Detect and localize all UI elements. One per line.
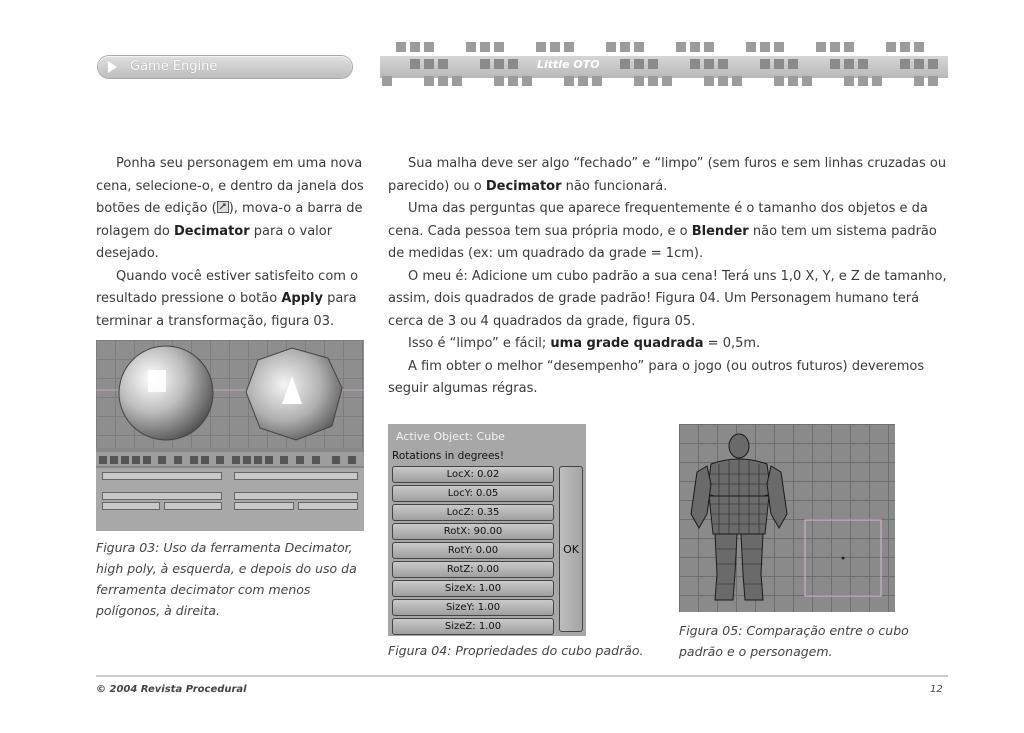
- text-bold: uma grade quadrada: [550, 336, 704, 351]
- text: = 0,5m.: [703, 336, 761, 351]
- text: não tem um sistema padrão de medidas (ex: um quadrado da grade = 1cm).: [388, 223, 937, 261]
- text-bold: Blender: [691, 223, 749, 239]
- pattern-square: [424, 42, 434, 52]
- pattern-square: [620, 59, 630, 69]
- pattern-square: [396, 42, 406, 52]
- pattern-square: [718, 59, 728, 69]
- pattern-square: [704, 42, 714, 52]
- text-bold: Apply: [281, 291, 323, 306]
- pattern-square: [494, 42, 504, 52]
- pattern-square: [424, 59, 434, 69]
- text: para terminar a transformação, figura 03.: [96, 291, 357, 329]
- section-label: Game Engine: [130, 59, 218, 74]
- pattern-square: [844, 42, 854, 52]
- pattern-square: [718, 76, 728, 86]
- pattern-square: [550, 42, 560, 52]
- edit-buttons-icon: [217, 201, 229, 213]
- field-roty: RotY: 0.00: [392, 542, 554, 559]
- section-pill: [98, 56, 352, 78]
- pattern-square: [704, 59, 714, 69]
- figure4-caption: Figura 04: Propriedades do cubo padrão.: [388, 643, 644, 658]
- text: Quando você estiver satisfeito com o resultado pressione o botão: [96, 268, 359, 306]
- pattern-square: [578, 76, 588, 86]
- pattern-square: [914, 42, 924, 52]
- figure3-caption: Figura 03: Uso da ferramenta Decimator, high poly, à esquerda, e depois do uso da ferramenta decimator com menos polígonos, à direita.: [96, 540, 357, 618]
- field-rotz: RotZ: 0.00: [392, 561, 554, 578]
- pattern-square: [844, 59, 854, 69]
- figure5-caption: Figura 05: Comparação entre o cubo padrão e o personagem.: [679, 623, 909, 659]
- toolbar: [96, 452, 364, 466]
- figure-character-comparison: [679, 424, 895, 612]
- pattern-square: [662, 76, 672, 86]
- viewport: [96, 340, 364, 448]
- pattern-square: [732, 76, 742, 86]
- field-sizey: SizeY: 1.00: [392, 599, 554, 616]
- column-right: [388, 153, 954, 401]
- play-arrow-icon: [108, 61, 117, 73]
- pattern-square: [480, 59, 490, 69]
- pattern-square: [760, 59, 770, 69]
- pattern-square: [858, 76, 868, 86]
- spheres-illustration: [96, 340, 364, 448]
- pattern-square: [802, 76, 812, 86]
- text-bold: Decimator: [485, 178, 562, 194]
- field-locz: LocZ: 0.35: [392, 504, 554, 521]
- header-pattern: [380, 40, 948, 88]
- pattern-square: [438, 59, 448, 69]
- pattern-square: [494, 59, 504, 69]
- field-locy: LocY: 0.05: [392, 485, 554, 502]
- pattern-square: [606, 42, 616, 52]
- pattern-square: [480, 42, 490, 52]
- column-left: [96, 153, 374, 333]
- pattern-square: [900, 42, 910, 52]
- pattern-square: [928, 59, 938, 69]
- pattern-square: [564, 42, 574, 52]
- paragraph: [96, 266, 374, 334]
- pattern-square: [774, 59, 784, 69]
- pattern-square: [508, 76, 518, 86]
- pattern-square: [382, 76, 392, 86]
- footer-copyright: © 2004 Revista Procedural: [96, 684, 247, 695]
- pattern-square: [830, 59, 840, 69]
- header-title: Little OTO: [537, 58, 600, 71]
- pattern-square: [788, 76, 798, 86]
- page-header: [0, 0, 1024, 100]
- pattern-square: [410, 42, 420, 52]
- pattern-square: [536, 42, 546, 52]
- paragraph: [388, 153, 954, 198]
- paragraph: A fim obter o melhor “desempenho” para o jogo (ou outros futuros) deveremos seguir algumas régras.: [388, 358, 925, 396]
- page-number: 12: [930, 684, 943, 695]
- pattern-square: [830, 42, 840, 52]
- pattern-square: [522, 76, 532, 86]
- pattern-square: [774, 42, 784, 52]
- ok-label: OK: [563, 543, 579, 556]
- pattern-square: [424, 76, 434, 86]
- pattern-square: [746, 42, 756, 52]
- pattern-square: [858, 59, 868, 69]
- pattern-square: [886, 42, 896, 52]
- character-wireframe-illustration: [679, 424, 895, 612]
- pattern-square: [928, 76, 938, 86]
- text: Ponha seu personagem em uma nova cena, selecione-o, e dentro da janela dos botões de edição (: [96, 156, 364, 216]
- field-locx: LocX: 0.02: [392, 466, 554, 483]
- pattern-square: [592, 76, 602, 86]
- footer-divider: [96, 675, 948, 677]
- pattern-square: [704, 76, 714, 86]
- field-rotx: RotX: 90.00: [392, 523, 554, 540]
- panel-title: Active Object: Cube: [396, 430, 505, 443]
- pattern-square: [410, 59, 420, 69]
- paragraph: O meu é: Adicione um cubo padrão a sua cena! Terá uns 1,0 X, Y, e Z de tamanho, assim, dois quadrados de grade padrão! Figura 04. Um Personagem humano terá cerca de 3 ou 4 quadrados da grade, figura 05.: [388, 268, 947, 329]
- pattern-square: [914, 76, 924, 86]
- pattern-square: [648, 59, 658, 69]
- pattern-square: [900, 59, 910, 69]
- pattern-square: [844, 76, 854, 86]
- panel-subtitle: Rotations in degrees!: [392, 450, 505, 462]
- figure-cube-properties: [388, 424, 586, 636]
- paragraph: [388, 198, 954, 266]
- pattern-square: [634, 42, 644, 52]
- field-sizez: SizeZ: 1.00: [392, 618, 554, 635]
- text: ), mova-o a barra de rolagem do: [96, 201, 363, 239]
- pattern-square: [676, 42, 686, 52]
- pattern-square: [564, 76, 574, 86]
- pattern-square: [872, 76, 882, 86]
- field-sizex: SizeX: 1.00: [392, 580, 554, 597]
- ok-button: [559, 466, 583, 632]
- figure-decimator-screenshot: [96, 340, 364, 531]
- pattern-square: [508, 59, 518, 69]
- pattern-square: [816, 42, 826, 52]
- pattern-square: [466, 42, 476, 52]
- pattern-square: [452, 76, 462, 86]
- text: Isso é “limpo” e fácil;: [408, 336, 551, 351]
- decimator-panel: [96, 468, 364, 531]
- paragraph: [388, 333, 954, 356]
- pattern-square: [648, 76, 658, 86]
- pattern-square: [634, 59, 644, 69]
- text: Uma das perguntas que aparece frequentemente é o tamanho dos objetos e da cena. Cada pessoa tem sua própria modo, e o: [388, 201, 928, 239]
- pattern-square: [690, 59, 700, 69]
- pattern-square: [494, 76, 504, 86]
- pattern-square: [634, 76, 644, 86]
- text: Sua malha deve ser algo “fechado” e “limpo” (sem furos e sem linhas cruzadas ou parecido) ou o: [388, 156, 947, 194]
- pattern-square: [620, 42, 630, 52]
- paragraph: [96, 153, 374, 266]
- pattern-square: [788, 59, 798, 69]
- pattern-square: [438, 76, 448, 86]
- pattern-square: [914, 59, 924, 69]
- text: não funcionará.: [561, 178, 668, 194]
- pattern-square: [690, 42, 700, 52]
- text-bold: Decimator: [173, 223, 250, 239]
- text: para o valor desejado.: [96, 223, 333, 261]
- pattern-square: [760, 42, 770, 52]
- pattern-square: [774, 76, 784, 86]
